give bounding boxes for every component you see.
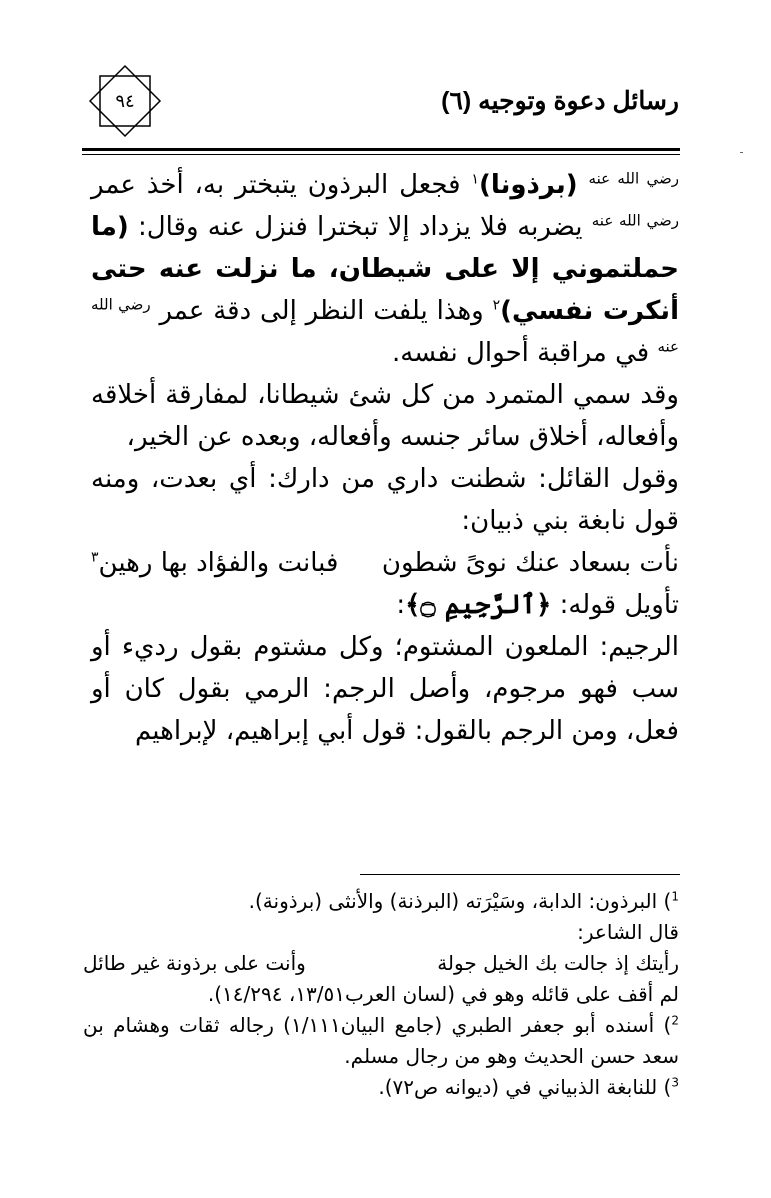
footnote-1 <box>83 886 679 917</box>
bold-quote: (ما حملتموني إلا على شيطان، ما نزلت عنه حتى أنكرت نفسي) <box>91 212 679 326</box>
paragraph-1-text-a: فجعل البرذون يتبختر به، أخذ عمر <box>91 170 472 200</box>
footnote-1-verse <box>83 948 679 979</box>
footnote-1-poet: قال الشاعر: <box>577 920 679 944</box>
paragraph-1-text-c: وهذا يلفت النظر إلى دقة عمر <box>150 296 493 326</box>
footnote-3 <box>83 1072 679 1103</box>
footnote-2-number: 2 <box>671 1013 679 1028</box>
verse-hemistich-2: فبانت والفؤاد بها رهين <box>98 548 339 578</box>
heading-label: تأويل قوله: <box>559 590 679 620</box>
footnotes <box>83 886 679 1103</box>
footnote-ref-1: ١ <box>471 171 479 188</box>
footnote-1-text: ) البرذون: الدابة، وسَيْرَته (البرذنة) والأنثى (برذونة). <box>248 889 672 913</box>
heading-colon: : <box>396 590 406 620</box>
paragraph-1 <box>91 164 679 374</box>
header-rule-thin <box>82 154 680 155</box>
main-text <box>91 164 679 752</box>
footnote-3-number: 3 <box>671 1075 679 1090</box>
paragraph-4: الرجيم: الملعون المشتوم؛ وكل مشتوم بقول رديء أو سب فهو مرجوم، وأصل الرجم: الرمي بقول كان أو فعل، ومن الرجم بالقول: قول أبي إبراهيم، لإبراهيم <box>91 632 679 746</box>
bold-word: (برذونا) <box>478 170 578 200</box>
margin-mark <box>740 152 743 153</box>
verse-hemistich-1: نأت بسعاد عنك نوىً شطون <box>381 548 679 578</box>
poetry-verse <box>91 542 679 584</box>
footnote-verse-hemistich-2: وأنت على برذونة غير طائل <box>83 951 306 975</box>
footnote-ref-2: ٢ <box>492 297 501 314</box>
footnote-3-text: ) للنابغة الذبياني في (ديوانه ص٧٢). <box>378 1075 672 1099</box>
page-number-badge <box>88 64 162 138</box>
paragraph-1-text-b: يضربه فلا يزداد إلا تبخترا فنزل عنه وقال: <box>128 212 592 242</box>
paragraph-1-text-d: في مراقبة أحوال نفسه. <box>391 338 658 368</box>
footnote-verse-hemistich-1: رأيتك إذ جالت بك الخيل جولة <box>437 951 679 975</box>
footnote-separator <box>360 874 680 875</box>
footnote-ref-3: ٣ <box>91 549 99 566</box>
footnote-2-text: ) أسنده أبو جعفر الطبري (جامع البيان١/١١١) رجاله ثقات وهشام بن سعد حسن الحديث وهو من رجال مسلم. <box>83 1013 679 1068</box>
paragraph-3: وقول القائل: شطنت داري من دارك: أي بعدت، ومنه قول نابغة بني ذبيان: <box>91 464 679 536</box>
page-number: ٩٤ <box>115 90 135 112</box>
quranic-phrase: ﴿ٱلرَّجِيمِ ۝﴾ <box>405 590 552 620</box>
running-header-title: رسائل دعوة وتوجيه (٦) <box>441 87 679 115</box>
honorific-mark: رضي الله عنه <box>591 211 679 230</box>
footnote-2 <box>83 1010 679 1072</box>
footnote-1-source: لم أقف على قائله وهو في (لسان العرب١٣/٥١، ١٤/٢٩٤). <box>207 982 679 1006</box>
verse-hemistich-2-wrap <box>91 542 338 584</box>
paragraph-2: وقد سمي المتمرد من كل شئ شيطانا، لمفارقة أخلاقه وأفعاله، أخلاق سائر جنسه وأفعاله، وبعده عن الخير، <box>91 380 679 452</box>
honorific-mark: رضي الله عنه <box>588 169 680 188</box>
header-rule-thick <box>82 148 680 151</box>
honorific-mark: رضي الله عنه <box>91 295 679 356</box>
footnote-1-number: 1 <box>671 889 679 904</box>
section-heading <box>91 584 679 626</box>
